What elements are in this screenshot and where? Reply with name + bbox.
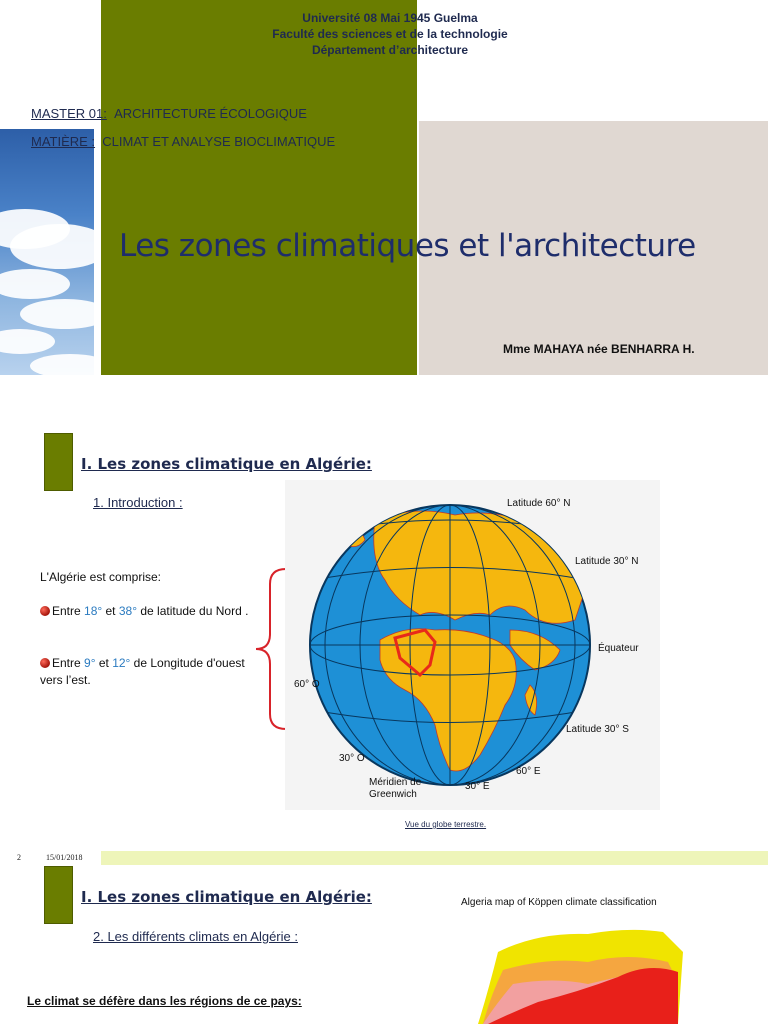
university-header xyxy=(230,10,550,58)
equateur-label: Équateur xyxy=(598,643,639,654)
bullet-icon xyxy=(40,658,50,668)
section-title: I. Les zones climatique en Algérie: xyxy=(81,455,372,473)
meridien-label: Méridien de Greenwich xyxy=(369,777,422,800)
map-title: Algeria map of Köppen climate classification xyxy=(461,897,657,908)
page-number: 2 xyxy=(17,853,21,862)
university-line: Université 08 Mai 1945 Guelma xyxy=(302,11,478,25)
faculty-line: Faculté des sciences et de la technologie xyxy=(272,27,508,41)
footer-date: 15/01/2018 xyxy=(46,853,83,862)
matiere-line xyxy=(31,134,335,149)
lon-min-value: 9° xyxy=(84,656,96,670)
cover-title: Les zones climatiques et l'architecture xyxy=(119,228,696,264)
lat-max-value: 38° xyxy=(118,604,138,618)
bullet2-mid: et xyxy=(95,656,113,670)
longitude-bullet xyxy=(40,655,250,689)
lon30o-label: 30° O xyxy=(339,753,365,764)
lon-max-value: 12° xyxy=(112,656,131,670)
lon30e-label: 30° E xyxy=(465,781,490,792)
subsection-title: 2. Les différents climats en Algérie : xyxy=(93,929,298,944)
intro-text: L'Algérie est comprise: xyxy=(40,570,162,584)
lat-min-value: 18° xyxy=(84,604,103,618)
lat60n-label: Latitude 60° N xyxy=(507,498,571,509)
brace-icon xyxy=(252,566,288,732)
lat30n-label: Latitude 30° N xyxy=(575,556,639,567)
department-line: Département d’architecture xyxy=(311,43,469,57)
lon60e-label: 60° E xyxy=(516,766,541,777)
bullet2-post: de Longitude d'ouest vers l’est. xyxy=(40,656,245,687)
master-label: MASTER 01: xyxy=(31,106,107,121)
sky-photo xyxy=(0,129,94,375)
lon60o-label: 60° O xyxy=(294,679,320,690)
bullet1-mid: et xyxy=(102,604,119,618)
footer-band xyxy=(101,851,768,865)
bullet1-post: de latitude du Nord . xyxy=(137,604,249,618)
matiere-label: MATIÈRE : xyxy=(31,134,96,149)
section-title: I. Les zones climatique en Algérie: xyxy=(81,888,372,906)
subsection-title: 1. Introduction : xyxy=(93,495,183,510)
globe-caption: Vue du globe terrestre. xyxy=(405,820,487,829)
section-accent-bar xyxy=(44,433,73,491)
bullet-icon xyxy=(40,606,50,616)
climate-body-text: Le climat se défère dans les régions de ce pays: xyxy=(27,994,302,1008)
author-name: Mme MAHAYA née BENHARRA H. xyxy=(503,342,695,356)
latitude-bullet xyxy=(40,603,250,620)
master-line xyxy=(31,106,307,121)
matiere-value: CLIMAT ET ANALYSE BIOCLIMATIQUE xyxy=(102,134,336,149)
bullet2-pre: Entre xyxy=(52,656,85,670)
section-accent-bar xyxy=(44,866,73,924)
koppen-map xyxy=(478,922,698,1024)
master-value: ARCHITECTURE ÉCOLOGIQUE xyxy=(114,106,307,121)
lat30s-label: Latitude 30° S xyxy=(566,724,629,735)
bullet1-pre: Entre xyxy=(52,604,85,618)
